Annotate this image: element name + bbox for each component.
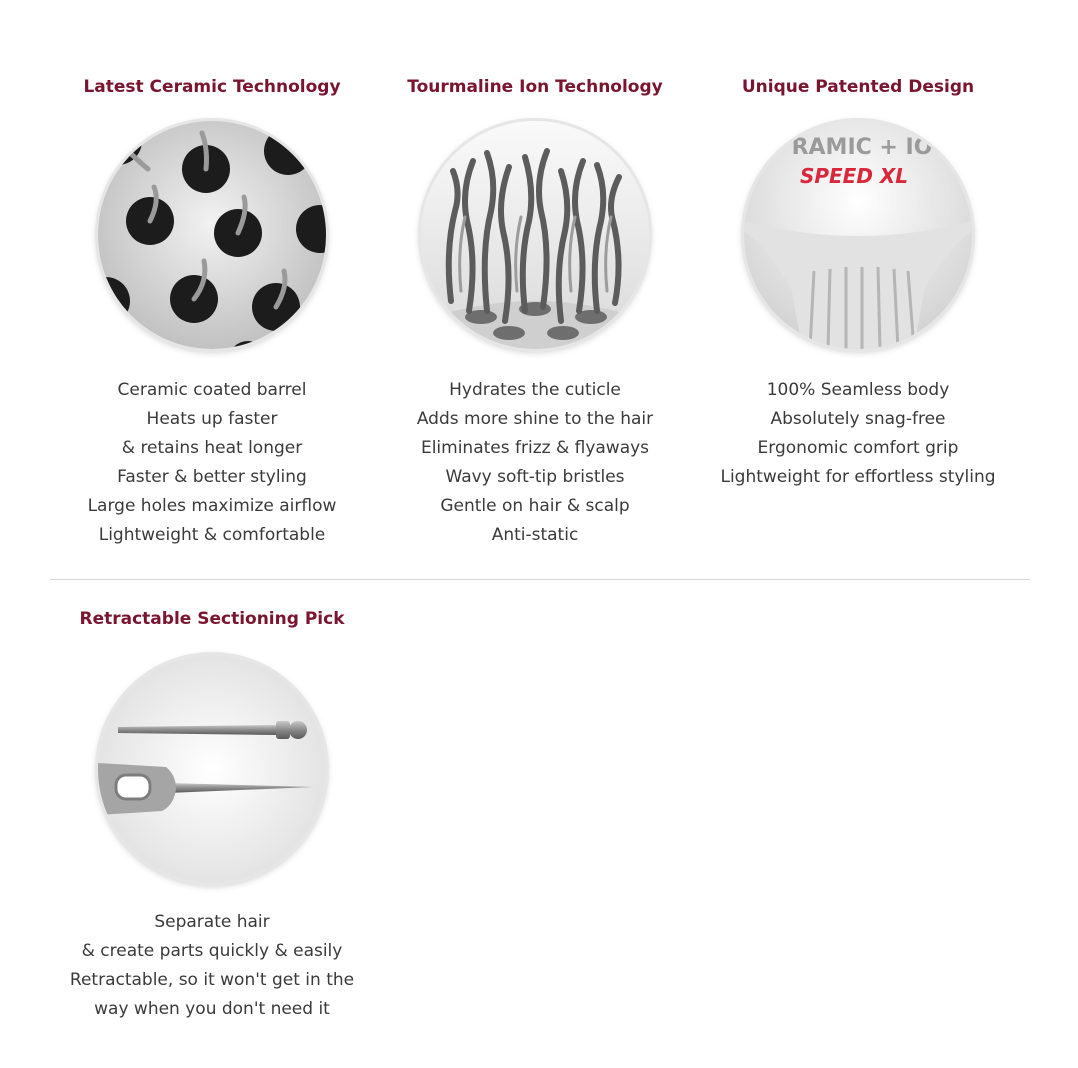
feature-line: & create parts quickly & easily: [81, 941, 343, 961]
feature-line: Lightweight & comfortable: [98, 525, 326, 545]
feature-line: Anti-static: [491, 525, 579, 545]
feature-line: Adds more shine to the hair: [416, 409, 654, 429]
perforated-ceramic-barrel-image: [98, 121, 326, 349]
feature-line: Ceramic coated barrel: [117, 380, 307, 400]
image-text-top: RAMIC + IO: [791, 135, 933, 160]
feature-title: Tourmaline Ion Technology: [407, 77, 663, 97]
feature-title: Latest Ceramic Technology: [83, 77, 341, 97]
feature-line: Separate hair: [154, 912, 270, 932]
image-text-brand: SPEED XL: [799, 164, 909, 188]
feature-line: Faster & better styling: [117, 467, 307, 487]
feature-line: Heats up faster: [146, 409, 278, 429]
feature-line: way when you don't need it: [94, 999, 330, 1019]
feature-line: Eliminates frizz & flyaways: [420, 438, 650, 458]
feature-line: Lightweight for effortless styling: [720, 467, 996, 487]
wavy-bristles-image: [421, 121, 649, 349]
section-divider: [50, 579, 1030, 580]
feature-patented-design: [693, 76, 1023, 556]
feature-line: Wavy soft-tip bristles: [445, 467, 625, 487]
feature-ceramic-technology: [47, 76, 377, 556]
feature-line: 100% Seamless body: [766, 380, 950, 400]
feature-line: & retains heat longer: [121, 438, 303, 458]
feature-title: Unique Patented Design: [741, 77, 975, 97]
brush-handle-image: [744, 121, 972, 349]
feature-line: Retractable, so it won't get in the: [69, 970, 355, 990]
feature-tourmaline-ion-technology: [370, 76, 700, 556]
feature-line: Hydrates the cuticle: [449, 380, 621, 400]
sectioning-pick-image: [98, 655, 326, 883]
feature-line: Absolutely snag-free: [770, 409, 946, 429]
feature-line: Ergonomic comfort grip: [757, 438, 959, 458]
feature-title: Retractable Sectioning Pick: [79, 609, 345, 629]
feature-line: Gentle on hair & scalp: [440, 496, 630, 516]
feature-sectioning-pick: [47, 608, 377, 1038]
feature-line: Large holes maximize airflow: [87, 496, 337, 516]
